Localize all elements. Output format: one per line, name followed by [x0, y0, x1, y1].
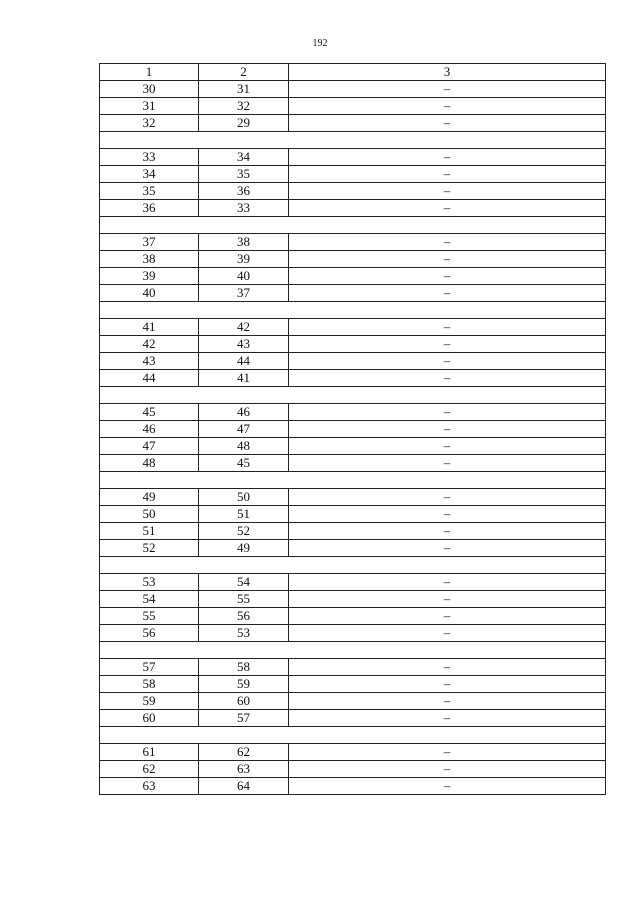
table-cell-col-2: 47 — [199, 421, 289, 438]
header-cell-3: 3 — [289, 64, 606, 81]
table-cell-col-3: – — [289, 489, 606, 506]
table-cell-col-3: – — [289, 778, 606, 795]
table-cell-col-3: – — [289, 234, 606, 251]
table-cell-col-2: 33 — [199, 200, 289, 217]
table-row — [100, 285, 606, 302]
table-row — [100, 115, 606, 132]
table-cell-col-2: 50 — [199, 489, 289, 506]
table-cell-col-3: – — [289, 761, 606, 778]
table-cell-col-1: 49 — [100, 489, 199, 506]
table-row — [100, 404, 606, 421]
table-row — [100, 676, 606, 693]
table-cell-col-1: 53 — [100, 574, 199, 591]
group-separator-row — [100, 387, 606, 404]
table-cell-col-2: 40 — [199, 268, 289, 285]
group-separator-cell — [100, 642, 606, 659]
table-cell-col-3: – — [289, 455, 606, 472]
table-cell-col-1: 50 — [100, 506, 199, 523]
table-row — [100, 455, 606, 472]
table-row — [100, 81, 606, 98]
table-row — [100, 693, 606, 710]
table-cell-col-1: 54 — [100, 591, 199, 608]
table-cell-col-3: – — [289, 676, 606, 693]
table-cell-col-2: 41 — [199, 370, 289, 387]
table-cell-col-1: 55 — [100, 608, 199, 625]
table-cell-col-1: 44 — [100, 370, 199, 387]
table-cell-col-3: – — [289, 166, 606, 183]
table-cell-col-3: – — [289, 574, 606, 591]
table-cell-col-1: 59 — [100, 693, 199, 710]
table-cell-col-1: 41 — [100, 319, 199, 336]
table-row — [100, 319, 606, 336]
group-separator-cell — [100, 217, 606, 234]
table-body — [100, 64, 606, 795]
table-row — [100, 336, 606, 353]
group-separator-cell — [100, 472, 606, 489]
table-cell-col-1: 32 — [100, 115, 199, 132]
table-row — [100, 353, 606, 370]
table-cell-col-2: 59 — [199, 676, 289, 693]
table-cell-col-1: 45 — [100, 404, 199, 421]
table-cell-col-2: 39 — [199, 251, 289, 268]
table-row — [100, 370, 606, 387]
table-cell-col-2: 46 — [199, 404, 289, 421]
table-row — [100, 200, 606, 217]
table-cell-col-2: 36 — [199, 183, 289, 200]
group-separator-row — [100, 217, 606, 234]
table-cell-col-1: 61 — [100, 744, 199, 761]
table-cell-col-1: 47 — [100, 438, 199, 455]
table-cell-col-2: 52 — [199, 523, 289, 540]
table-cell-col-1: 34 — [100, 166, 199, 183]
table-cell-col-3: – — [289, 200, 606, 217]
table-cell-col-1: 35 — [100, 183, 199, 200]
data-table — [99, 63, 606, 795]
table-row — [100, 659, 606, 676]
table-cell-col-2: 45 — [199, 455, 289, 472]
group-separator-row — [100, 557, 606, 574]
table-cell-col-2: 32 — [199, 98, 289, 115]
table-row — [100, 438, 606, 455]
table-cell-col-2: 51 — [199, 506, 289, 523]
table-row — [100, 489, 606, 506]
table-cell-col-3: – — [289, 183, 606, 200]
table-row — [100, 574, 606, 591]
table-cell-col-3: – — [289, 744, 606, 761]
table-cell-col-1: 62 — [100, 761, 199, 778]
table-row — [100, 268, 606, 285]
table-cell-col-2: 49 — [199, 540, 289, 557]
table-cell-col-2: 56 — [199, 608, 289, 625]
table-row — [100, 166, 606, 183]
table-cell-col-3: – — [289, 149, 606, 166]
table-row — [100, 591, 606, 608]
table-cell-col-1: 48 — [100, 455, 199, 472]
table-cell-col-1: 38 — [100, 251, 199, 268]
table-cell-col-2: 31 — [199, 81, 289, 98]
table-cell-col-1: 46 — [100, 421, 199, 438]
table-cell-col-1: 37 — [100, 234, 199, 251]
table-row — [100, 234, 606, 251]
page-number: 192 — [312, 38, 328, 49]
group-separator-row — [100, 132, 606, 149]
table-cell-col-3: – — [289, 659, 606, 676]
table-cell-col-2: 44 — [199, 353, 289, 370]
group-separator-row — [100, 472, 606, 489]
table-cell-col-3: – — [289, 625, 606, 642]
table-row — [100, 761, 606, 778]
table-cell-col-2: 43 — [199, 336, 289, 353]
table-cell-col-1: 33 — [100, 149, 199, 166]
table-cell-col-1: 60 — [100, 710, 199, 727]
group-separator-row — [100, 727, 606, 744]
table-cell-col-1: 58 — [100, 676, 199, 693]
table-cell-col-3: – — [289, 523, 606, 540]
table-cell-col-1: 30 — [100, 81, 199, 98]
table-cell-col-3: – — [289, 693, 606, 710]
table-cell-col-2: 55 — [199, 591, 289, 608]
group-separator-cell — [100, 132, 606, 149]
table-cell-col-1: 39 — [100, 268, 199, 285]
table-cell-col-2: 38 — [199, 234, 289, 251]
table-cell-col-2: 34 — [199, 149, 289, 166]
group-separator-cell — [100, 302, 606, 319]
table-row — [100, 98, 606, 115]
table-row — [100, 506, 606, 523]
table-cell-col-3: – — [289, 353, 606, 370]
table-cell-col-3: – — [289, 710, 606, 727]
table-cell-col-1: 36 — [100, 200, 199, 217]
table-cell-col-1: 56 — [100, 625, 199, 642]
table-cell-col-2: 57 — [199, 710, 289, 727]
table-cell-col-2: 37 — [199, 285, 289, 302]
group-separator-cell — [100, 557, 606, 574]
table-cell-col-2: 35 — [199, 166, 289, 183]
table-row — [100, 421, 606, 438]
group-separator-cell — [100, 387, 606, 404]
table-cell-col-2: 42 — [199, 319, 289, 336]
table-cell-col-3: – — [289, 98, 606, 115]
table-row — [100, 625, 606, 642]
table-cell-col-3: – — [289, 81, 606, 98]
table-cell-col-3: – — [289, 115, 606, 132]
table-cell-col-1: 51 — [100, 523, 199, 540]
table-row — [100, 149, 606, 166]
table-row — [100, 744, 606, 761]
table-cell-col-2: 58 — [199, 659, 289, 676]
table-cell-col-3: – — [289, 421, 606, 438]
table-cell-col-2: 29 — [199, 115, 289, 132]
table-cell-col-1: 57 — [100, 659, 199, 676]
table-row — [100, 251, 606, 268]
table-row — [100, 523, 606, 540]
table-cell-col-3: – — [289, 285, 606, 302]
table-cell-col-3: – — [289, 540, 606, 557]
table-cell-col-2: 63 — [199, 761, 289, 778]
table-cell-col-3: – — [289, 404, 606, 421]
table-cell-col-2: 53 — [199, 625, 289, 642]
header-cell-2: 2 — [199, 64, 289, 81]
table-cell-col-1: 31 — [100, 98, 199, 115]
table-cell-col-2: 54 — [199, 574, 289, 591]
header-cell-1: 1 — [100, 64, 199, 81]
table-cell-col-2: 48 — [199, 438, 289, 455]
table-cell-col-3: – — [289, 268, 606, 285]
table-cell-col-3: – — [289, 591, 606, 608]
table-cell-col-3: – — [289, 251, 606, 268]
table-cell-col-1: 52 — [100, 540, 199, 557]
table-cell-col-1: 42 — [100, 336, 199, 353]
group-separator-row — [100, 302, 606, 319]
table-cell-col-2: 64 — [199, 778, 289, 795]
table-cell-col-1: 40 — [100, 285, 199, 302]
table-cell-col-2: 62 — [199, 744, 289, 761]
table-cell-col-3: – — [289, 506, 606, 523]
table-row — [100, 710, 606, 727]
table-row — [100, 778, 606, 795]
header-row — [100, 64, 606, 81]
table-cell-col-2: 60 — [199, 693, 289, 710]
group-separator-row — [100, 642, 606, 659]
table-cell-col-3: – — [289, 336, 606, 353]
table-row — [100, 608, 606, 625]
table-row — [100, 540, 606, 557]
table-row — [100, 183, 606, 200]
table-cell-col-3: – — [289, 438, 606, 455]
table-cell-col-1: 63 — [100, 778, 199, 795]
table-cell-col-3: – — [289, 370, 606, 387]
table-cell-col-3: – — [289, 319, 606, 336]
table-cell-col-1: 43 — [100, 353, 199, 370]
group-separator-cell — [100, 727, 606, 744]
table-cell-col-3: – — [289, 608, 606, 625]
